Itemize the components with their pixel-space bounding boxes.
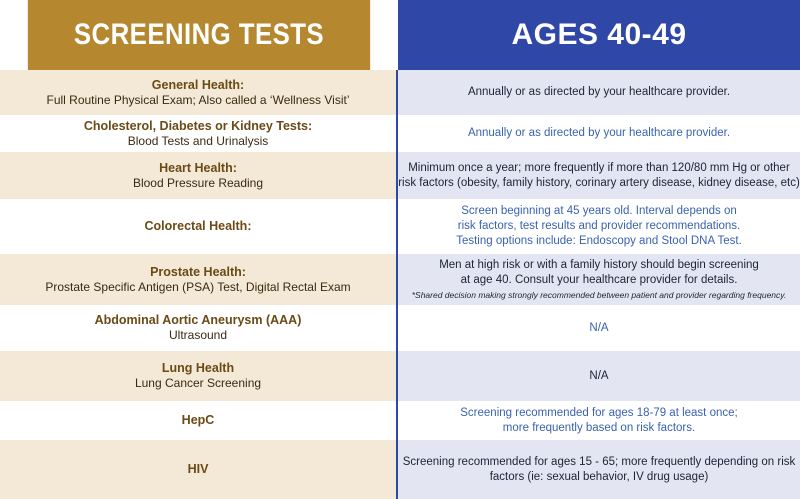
test-title: HepC: [181, 413, 215, 427]
recommendation-line: N/A: [589, 369, 609, 382]
recommendation-line: Screening recommended for ages 18-79 at least once;: [460, 406, 738, 419]
recommendation-line: factors (ie: sexual behavior, IV drug usage): [489, 470, 709, 483]
row-prostate-health-test: [0, 254, 398, 305]
test-subtitle: Blood Pressure Reading: [132, 175, 264, 190]
test-title: Abdominal Aortic Aneurysm (AAA): [94, 313, 302, 327]
test-subtitle: Full Routine Physical Exam; Also called a ‘Wellness Visit’: [46, 92, 350, 107]
test-title: Colorectal Health:: [144, 219, 252, 233]
row-colorectal-health-recommendation: [398, 199, 800, 254]
row-cholesterol-test: [0, 115, 398, 152]
recommendation-footnote: *Shared decision making strongly recommended between patient and provider regarding frequency.: [411, 290, 787, 300]
test-title: Lung Health: [161, 361, 235, 375]
test-title: General Health:: [151, 77, 245, 92]
row-hiv-recommendation: [398, 440, 800, 499]
recommendation-line: Screen beginning at 45 years old. Interval depends on: [461, 205, 737, 217]
row-general-health-test: [0, 70, 398, 115]
row-heart-health-recommendation: [398, 152, 800, 199]
row-prostate-health-recommendation: [398, 254, 800, 305]
test-title: Heart Health:: [159, 160, 237, 175]
row-hiv-test: [0, 440, 398, 499]
test-title: Prostate Health:: [150, 264, 246, 279]
row-general-health-recommendation: [398, 70, 800, 115]
header-ages: [398, 0, 800, 70]
header-right-label: AGES 40-49: [511, 18, 687, 51]
recommendation-line: at age 40. Consult your healthcare provider for details.: [460, 274, 738, 286]
test-title: Cholesterol, Diabetes or Kidney Tests:: [83, 118, 313, 133]
recommendation-line: Screening recommended for ages 15 - 65; more frequently depending on risk: [402, 455, 796, 468]
test-subtitle: Prostate Specific Antigen (PSA) Test, Digital Rectal Exam: [45, 279, 351, 294]
row-lung-health-recommendation: [398, 351, 800, 401]
row-cholesterol-recommendation: [398, 115, 800, 152]
test-subtitle: Ultrasound: [168, 328, 228, 342]
recommendation-line: Annually or as directed by your healthcare provider.: [467, 86, 731, 98]
test-title: HIV: [187, 462, 209, 476]
row-lung-health-test: [0, 351, 398, 401]
header-screening-tests: [28, 0, 370, 70]
row-aaa-recommendation: [398, 305, 800, 351]
test-subtitle: Lung Cancer Screening: [134, 376, 262, 390]
row-heart-health-test: [0, 152, 398, 199]
header-left-label: SCREENING TESTS: [73, 18, 325, 51]
row-hepc-recommendation: [398, 401, 800, 440]
recommendation-line: more frequently based on risk factors.: [502, 421, 696, 434]
row-aaa-test: [0, 305, 398, 351]
recommendation-line: N/A: [589, 321, 609, 334]
row-hepc-test: [0, 401, 398, 440]
recommendation-line: risk factors, test results and provider recommendations.: [457, 220, 741, 232]
test-subtitle: Blood Tests and Urinalysis: [127, 133, 269, 148]
row-colorectal-health-test: [0, 199, 398, 254]
recommendation-line: risk factors (obesity, family history, corinary artery disease, kidney disease, etc): [398, 176, 800, 189]
recommendation-line: Annually or as directed by your healthcare provider.: [467, 127, 731, 139]
recommendation-line: Testing options include: Endoscopy and Stool DNA Test.: [456, 235, 742, 247]
recommendation-line: Minimum once a year; more frequently if more than 120/80 mm Hg or other: [408, 161, 790, 174]
recommendation-line: Men at high risk or with a family history should begin screening: [439, 259, 759, 271]
